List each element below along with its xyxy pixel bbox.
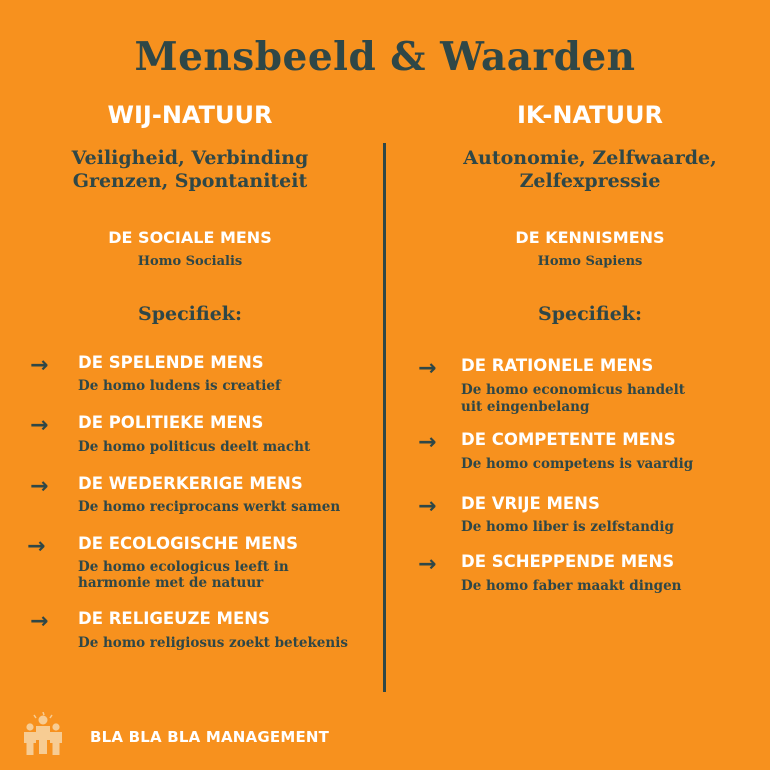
arrow-right-icon: → xyxy=(418,356,437,381)
left-item-title: DE SPELENDE MENS xyxy=(78,353,264,372)
arrow-right-icon: → xyxy=(418,430,437,455)
arrow-right-icon: → xyxy=(30,413,49,438)
left-values-line-2: Grenzen, Spontaniteit xyxy=(72,170,308,192)
left-item-desc: De homo ludens is creatief xyxy=(78,378,281,394)
left-column-heading: WIJ-NATUUR xyxy=(107,101,273,129)
people-group-icon xyxy=(22,712,64,758)
right-item-title: DE SCHEPPENDE MENS xyxy=(461,552,675,571)
right-item-title: DE VRIJE MENS xyxy=(461,494,600,513)
left-item-title: DE POLITIEKE MENS xyxy=(78,413,264,432)
arrow-right-icon: → xyxy=(418,494,437,519)
right-item-title: DE RATIONELE MENS xyxy=(461,356,654,375)
arrow-right-icon: → xyxy=(30,353,49,378)
right-item-desc: De homo competens is vaardig xyxy=(461,456,694,472)
arrow-right-icon: → xyxy=(30,474,49,499)
right-latin-name: Homo Sapiens xyxy=(537,254,643,269)
right-specifiek-heading: Specifiek: xyxy=(538,303,642,325)
brand-name: BLA BLA BLA MANAGEMENT xyxy=(90,728,330,746)
left-type-label: DE SOCIALE MENS xyxy=(108,228,272,247)
right-type-label: DE KENNISMENS xyxy=(515,228,665,247)
right-item-desc: De homo economicus handelt xyxy=(461,382,685,398)
left-item-title: DE RELIGEUZE MENS xyxy=(78,609,270,628)
page-title: Mensbeeld & Waarden xyxy=(134,34,636,80)
right-item-desc: De homo faber maakt dingen xyxy=(461,578,682,594)
left-item-title: DE ECOLOGISCHE MENS xyxy=(78,534,298,553)
right-item-desc-line-2: uit eingenbelang xyxy=(461,399,590,415)
right-values-line-1: Autonomie, Zelfwaarde, xyxy=(463,147,717,169)
right-item-desc: De homo liber is zelfstandig xyxy=(461,519,674,535)
right-item-title: DE COMPETENTE MENS xyxy=(461,430,676,449)
left-item-desc-line-2: harmonie met de natuur xyxy=(78,575,264,591)
left-item-desc: De homo religiosus zoekt betekenis xyxy=(78,635,348,651)
arrow-right-icon: → xyxy=(418,552,437,577)
right-values xyxy=(420,147,760,193)
arrow-right-icon: → xyxy=(30,609,49,634)
left-latin-name: Homo Socialis xyxy=(137,254,243,269)
column-divider xyxy=(383,143,386,692)
left-item-title: DE WEDERKERIGE MENS xyxy=(78,474,303,493)
left-values-line-1: Veiligheid, Verbinding xyxy=(71,147,309,169)
left-values xyxy=(20,147,360,193)
left-item-desc: De homo politicus deelt macht xyxy=(78,439,311,455)
left-item-desc: De homo ecologicus leeft in xyxy=(78,559,289,575)
right-values-line-2: Zelfexpressie xyxy=(519,170,661,192)
arrow-right-icon: → xyxy=(27,534,46,559)
left-specifiek-heading: Specifiek: xyxy=(138,303,242,325)
right-column-heading: IK-NATUUR xyxy=(516,101,664,129)
left-item-desc: De homo reciprocans werkt samen xyxy=(78,499,341,515)
